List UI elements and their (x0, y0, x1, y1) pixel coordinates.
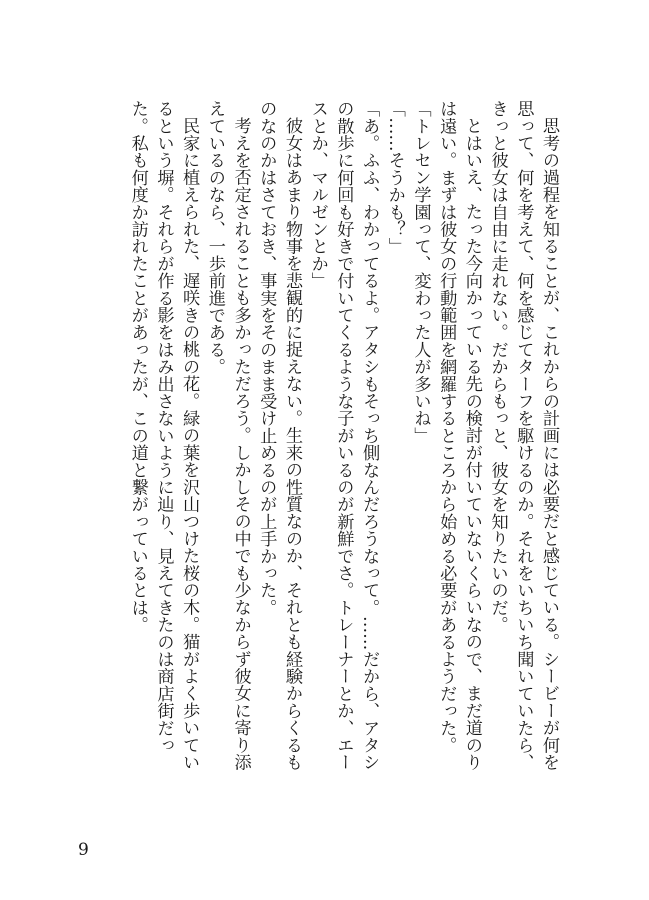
text-line: るという塀。それらが作る影をはみ出さないように辿り、見えてきたのは商店街だっ (153, 100, 174, 754)
text-line: は遠い。まずは彼女の行動範囲を網羅するところから始める必要があるようだった。 (436, 100, 457, 754)
text-line: 「あ。ふふ、わかってるよ。アタシもそっち側なんだろうなって。……だから、アタシ (359, 100, 380, 771)
text-line: 彼女はあまり物事を悲観的に捉えない。生来の性質なのか、それとも経験からくるも (281, 117, 302, 771)
text-line: 思って、何を考えて、何を感じてターフを駆けるのか。それをいちいち聞いていたら、 (513, 100, 534, 771)
text-line: えているのなら、一歩前進である。 (204, 100, 225, 376)
page-number: 9 (78, 840, 89, 860)
text-line: た。私も何度か訪れたことがあったが、この道と繋がっているとは。 (127, 100, 148, 634)
text-line: の散歩に何回も好きで付いてくるような子がいるのが新鮮でさ。トレーナーとか、エー (333, 100, 354, 771)
text-line: 民家に植えられた、遅咲きの桃の花。緑の葉を沢山つけた桜の木。猫がよく歩いてい (179, 117, 200, 771)
text-line: 「トレセン学園って、変わった人が多いね」 (410, 100, 431, 444)
text-line: きっと彼女は自由に走れない。だからもっと、彼女を知りたいのだ。 (487, 100, 508, 634)
text-line: 思考の過程を知ることが、これからの計画には必要だと感じている。シービーが何を (539, 117, 559, 771)
vertical-text-body (83, 100, 561, 800)
text-line: 「……そうかも？」 (384, 100, 405, 255)
text-line: スとか、マルゼンとか」 (307, 100, 328, 290)
text-line: とはいえ、たった今向かっている先の検討が付いていないくらいなので、まだ道のり (461, 117, 482, 771)
text-line: 考えを否定されることも多かっただろう。しかしその中でも少なからず彼女に寄り添 (230, 117, 251, 771)
text-line: のなのかはさておき、事実をそのまま受け止めるのが上手かった。 (256, 100, 277, 616)
